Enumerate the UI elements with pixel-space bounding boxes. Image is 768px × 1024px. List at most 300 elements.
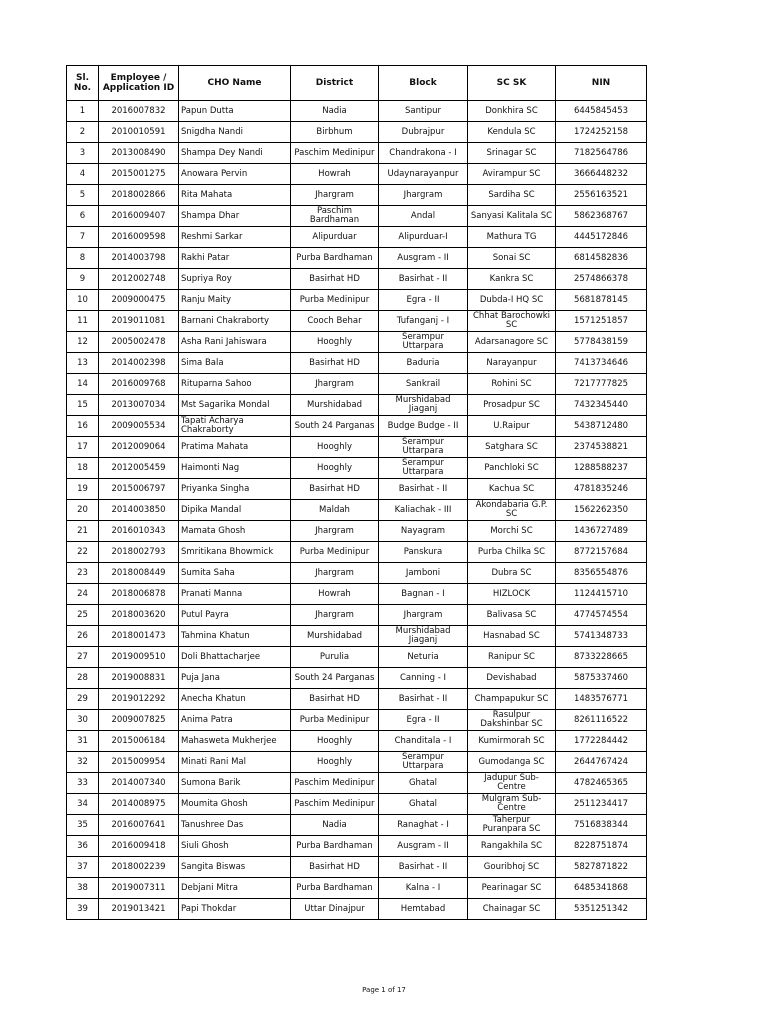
- nin-cell: 5827871822: [556, 857, 647, 878]
- district-cell: Jhargram: [291, 563, 379, 584]
- employee-id-cell: 2018002239: [99, 857, 179, 878]
- cho-name-cell: Papi Thokdar: [179, 899, 291, 920]
- cho-name-cell: Shampa Dey Nandi: [179, 143, 291, 164]
- table-row: [67, 878, 647, 899]
- cho-name-cell: Tapati Acharya Chakraborty: [179, 416, 291, 437]
- nin-cell: 7182564786: [556, 143, 647, 164]
- block-cell: Hemtabad: [379, 899, 468, 920]
- table-row: [67, 248, 647, 269]
- district-cell: South 24 Parganas: [291, 668, 379, 689]
- block-cell: Jhargram: [379, 185, 468, 206]
- sc-sk-cell: Kachua SC: [468, 479, 556, 500]
- district-cell: Howrah: [291, 584, 379, 605]
- sc-sk-cell: Adarsanagore SC: [468, 332, 556, 353]
- employee-id-cell: 2015009954: [99, 752, 179, 773]
- cho-name-cell: Pratima Mahata: [179, 437, 291, 458]
- cho-name-cell: Anima Patra: [179, 710, 291, 731]
- block-cell: Basirhat - II: [379, 689, 468, 710]
- employee-id-cell: 2019012292: [99, 689, 179, 710]
- cho-name-cell: Ranju Maity: [179, 290, 291, 311]
- sl-no-cell: 24: [67, 584, 99, 605]
- col-header-employee-id: Employee / Application ID: [99, 66, 179, 101]
- district-cell: Hooghly: [291, 437, 379, 458]
- cho-name-cell: Anowara Pervin: [179, 164, 291, 185]
- sc-sk-cell: Balivasa SC: [468, 605, 556, 626]
- sl-no-cell: 39: [67, 899, 99, 920]
- district-cell: Basirhat HD: [291, 689, 379, 710]
- cho-name-cell: Rituparna Sahoo: [179, 374, 291, 395]
- employee-id-cell: 2018002866: [99, 185, 179, 206]
- block-cell: Egra - II: [379, 290, 468, 311]
- cho-name-cell: Haimonti Nag: [179, 458, 291, 479]
- district-cell: Basirhat HD: [291, 269, 379, 290]
- district-cell: Murshidabad: [291, 626, 379, 647]
- nin-cell: 1436727489: [556, 521, 647, 542]
- sl-no-cell: 5: [67, 185, 99, 206]
- district-cell: Hooghly: [291, 458, 379, 479]
- sl-no-cell: 4: [67, 164, 99, 185]
- employee-id-cell: 2013008490: [99, 143, 179, 164]
- sl-no-cell: 38: [67, 878, 99, 899]
- cho-table: [66, 65, 647, 920]
- block-cell: Murshidabad Jiaganj: [379, 395, 468, 416]
- district-cell: Birbhum: [291, 122, 379, 143]
- table-row: [67, 815, 647, 836]
- sc-sk-cell: Mulgram Sub-Centre: [468, 794, 556, 815]
- nin-cell: 5438712480: [556, 416, 647, 437]
- employee-id-cell: 2016009418: [99, 836, 179, 857]
- nin-cell: 4774574554: [556, 605, 647, 626]
- cho-name-cell: Reshmi Sarkar: [179, 227, 291, 248]
- sl-no-cell: 16: [67, 416, 99, 437]
- sl-no-cell: 8: [67, 248, 99, 269]
- employee-id-cell: 2015006797: [99, 479, 179, 500]
- nin-cell: 6485341868: [556, 878, 647, 899]
- sl-no-cell: 33: [67, 773, 99, 794]
- sc-sk-cell: Sonai SC: [468, 248, 556, 269]
- sc-sk-cell: Narayanpur: [468, 353, 556, 374]
- table-row: [67, 731, 647, 752]
- sl-no-cell: 34: [67, 794, 99, 815]
- employee-id-cell: 2016009598: [99, 227, 179, 248]
- employee-id-cell: 2016007641: [99, 815, 179, 836]
- block-cell: Ranaghat - I: [379, 815, 468, 836]
- block-cell: Jhargram: [379, 605, 468, 626]
- sc-sk-cell: Kankra SC: [468, 269, 556, 290]
- nin-cell: 7217777825: [556, 374, 647, 395]
- employee-id-cell: 2014003850: [99, 500, 179, 521]
- block-cell: Serampur Uttarpara: [379, 458, 468, 479]
- table-row: [67, 458, 647, 479]
- nin-cell: 4781835246: [556, 479, 647, 500]
- sc-sk-cell: Sanyasi Kalitala SC: [468, 206, 556, 227]
- sc-sk-cell: Rohini SC: [468, 374, 556, 395]
- block-cell: Tufanganj - I: [379, 311, 468, 332]
- block-cell: Nayagram: [379, 521, 468, 542]
- sl-no-cell: 22: [67, 542, 99, 563]
- nin-cell: 6814582836: [556, 248, 647, 269]
- sl-no-cell: 23: [67, 563, 99, 584]
- sl-no-cell: 15: [67, 395, 99, 416]
- cho-name-cell: Mahasweta Mukherjee: [179, 731, 291, 752]
- sl-no-cell: 28: [67, 668, 99, 689]
- sl-no-cell: 14: [67, 374, 99, 395]
- table-row: [67, 752, 647, 773]
- cho-name-cell: Smritikana Bhowmick: [179, 542, 291, 563]
- cho-name-cell: Siuli Ghosh: [179, 836, 291, 857]
- block-cell: Ausgram - II: [379, 836, 468, 857]
- employee-id-cell: 2019011081: [99, 311, 179, 332]
- cho-name-cell: Asha Rani Jahiswara: [179, 332, 291, 353]
- sc-sk-cell: Dubda-I HQ SC: [468, 290, 556, 311]
- sc-sk-cell: Dubra SC: [468, 563, 556, 584]
- nin-cell: 1124415710: [556, 584, 647, 605]
- sl-no-cell: 21: [67, 521, 99, 542]
- sc-sk-cell: Champapukur SC: [468, 689, 556, 710]
- block-cell: Basirhat - II: [379, 269, 468, 290]
- nin-cell: 5875337460: [556, 668, 647, 689]
- nin-cell: 2644767424: [556, 752, 647, 773]
- block-cell: Alipurduar-I: [379, 227, 468, 248]
- cho-name-cell: Snigdha Nandi: [179, 122, 291, 143]
- table-row: [67, 206, 647, 227]
- table-row: [67, 836, 647, 857]
- table-row: [67, 668, 647, 689]
- block-cell: Kaliachak - III: [379, 500, 468, 521]
- block-cell: Basirhat - II: [379, 479, 468, 500]
- district-cell: Basirhat HD: [291, 479, 379, 500]
- cho-name-cell: Minati Rani Mal: [179, 752, 291, 773]
- nin-cell: 8261116522: [556, 710, 647, 731]
- employee-id-cell: 2014007340: [99, 773, 179, 794]
- sc-sk-cell: Chhat Barochowki SC: [468, 311, 556, 332]
- cho-name-cell: Putul Payra: [179, 605, 291, 626]
- district-cell: Purba Medinipur: [291, 710, 379, 731]
- employee-id-cell: 2005002478: [99, 332, 179, 353]
- block-cell: Chanditala - I: [379, 731, 468, 752]
- block-cell: Budge Budge - II: [379, 416, 468, 437]
- district-cell: South 24 Parganas: [291, 416, 379, 437]
- cho-name-cell: Doli Bhattacharjee: [179, 647, 291, 668]
- sl-no-cell: 13: [67, 353, 99, 374]
- employee-id-cell: 2019008831: [99, 668, 179, 689]
- employee-id-cell: 2018001473: [99, 626, 179, 647]
- cho-name-cell: Shampa Dhar: [179, 206, 291, 227]
- sl-no-cell: 35: [67, 815, 99, 836]
- nin-cell: 1483576771: [556, 689, 647, 710]
- sc-sk-cell: Purba Chilka SC: [468, 542, 556, 563]
- sc-sk-cell: Avirampur SC: [468, 164, 556, 185]
- block-cell: Bagnan - I: [379, 584, 468, 605]
- nin-cell: 5862368767: [556, 206, 647, 227]
- sc-sk-cell: Panchloki SC: [468, 458, 556, 479]
- sl-no-cell: 36: [67, 836, 99, 857]
- sl-no-cell: 11: [67, 311, 99, 332]
- sc-sk-cell: Prosadpur SC: [468, 395, 556, 416]
- col-header-sl-no: Sl. No.: [67, 66, 99, 101]
- table-row: [67, 794, 647, 815]
- district-cell: Jhargram: [291, 605, 379, 626]
- district-cell: Paschim Medinipur: [291, 773, 379, 794]
- employee-id-cell: 2014003798: [99, 248, 179, 269]
- block-cell: Sankrail: [379, 374, 468, 395]
- nin-cell: 1288588237: [556, 458, 647, 479]
- table-row: [67, 626, 647, 647]
- sl-no-cell: 3: [67, 143, 99, 164]
- employee-id-cell: 2016009768: [99, 374, 179, 395]
- employee-id-cell: 2012009064: [99, 437, 179, 458]
- block-cell: Chandrakona - I: [379, 143, 468, 164]
- district-cell: Purba Medinipur: [291, 290, 379, 311]
- nin-cell: 5778438159: [556, 332, 647, 353]
- district-cell: Purba Medinipur: [291, 542, 379, 563]
- block-cell: Ghatal: [379, 773, 468, 794]
- table-row: [67, 164, 647, 185]
- table-row: [67, 353, 647, 374]
- sc-sk-cell: HIZLOCK: [468, 584, 556, 605]
- sc-sk-cell: U.Raipur: [468, 416, 556, 437]
- table-row: [67, 311, 647, 332]
- district-cell: Hooghly: [291, 731, 379, 752]
- district-cell: Basirhat HD: [291, 857, 379, 878]
- block-cell: Jamboni: [379, 563, 468, 584]
- sl-no-cell: 25: [67, 605, 99, 626]
- col-header-block: Block: [379, 66, 468, 101]
- cho-name-cell: Sangita Biswas: [179, 857, 291, 878]
- district-cell: Hooghly: [291, 752, 379, 773]
- employee-id-cell: 2016010343: [99, 521, 179, 542]
- col-header-sc-sk: SC SK: [468, 66, 556, 101]
- nin-cell: 7432345440: [556, 395, 647, 416]
- sc-sk-cell: Gumodanga SC: [468, 752, 556, 773]
- sc-sk-cell: Sardiha SC: [468, 185, 556, 206]
- sc-sk-cell: Taherpur Puranpara SC: [468, 815, 556, 836]
- cho-name-cell: Moumita Ghosh: [179, 794, 291, 815]
- employee-id-cell: 2014008975: [99, 794, 179, 815]
- sc-sk-cell: Akondabaria G.P. SC: [468, 500, 556, 521]
- sl-no-cell: 7: [67, 227, 99, 248]
- district-cell: Purba Bardhaman: [291, 248, 379, 269]
- district-cell: Jhargram: [291, 521, 379, 542]
- district-cell: Hooghly: [291, 332, 379, 353]
- employee-id-cell: 2018002793: [99, 542, 179, 563]
- nin-cell: 8356554876: [556, 563, 647, 584]
- table-row: [67, 395, 647, 416]
- sl-no-cell: 29: [67, 689, 99, 710]
- district-cell: Basirhat HD: [291, 353, 379, 374]
- cho-name-cell: Sumona Barik: [179, 773, 291, 794]
- nin-cell: 5681878145: [556, 290, 647, 311]
- table-row: [67, 479, 647, 500]
- cho-name-cell: Mamata Ghosh: [179, 521, 291, 542]
- cho-name-cell: Puja Jana: [179, 668, 291, 689]
- sc-sk-cell: Hasnabad SC: [468, 626, 556, 647]
- block-cell: Serampur Uttarpara: [379, 437, 468, 458]
- block-cell: Neturia: [379, 647, 468, 668]
- table-row: [67, 563, 647, 584]
- nin-cell: 3666448232: [556, 164, 647, 185]
- table-row: [67, 185, 647, 206]
- cho-name-cell: Debjani Mitra: [179, 878, 291, 899]
- cho-name-cell: Sima Bala: [179, 353, 291, 374]
- employee-id-cell: 2012005459: [99, 458, 179, 479]
- sc-sk-cell: Pearinagar SC: [468, 878, 556, 899]
- sl-no-cell: 9: [67, 269, 99, 290]
- employee-id-cell: 2010010591: [99, 122, 179, 143]
- table-row: [67, 542, 647, 563]
- district-cell: Purba Bardhaman: [291, 836, 379, 857]
- nin-cell: 2511234417: [556, 794, 647, 815]
- employee-id-cell: 2016009407: [99, 206, 179, 227]
- cho-name-cell: Papun Dutta: [179, 101, 291, 122]
- district-cell: Murshidabad: [291, 395, 379, 416]
- nin-cell: 2374538821: [556, 437, 647, 458]
- district-cell: Nadia: [291, 815, 379, 836]
- sl-no-cell: 32: [67, 752, 99, 773]
- sc-sk-cell: Donkhira SC: [468, 101, 556, 122]
- table-row: [67, 290, 647, 311]
- nin-cell: 1571251857: [556, 311, 647, 332]
- table-row: [67, 857, 647, 878]
- sl-no-cell: 2: [67, 122, 99, 143]
- col-header-nin: NIN: [556, 66, 647, 101]
- table-row: [67, 521, 647, 542]
- sc-sk-cell: Devishabad: [468, 668, 556, 689]
- block-cell: Serampur Uttarpara: [379, 752, 468, 773]
- sl-no-cell: 37: [67, 857, 99, 878]
- cho-name-cell: Priyanka Singha: [179, 479, 291, 500]
- block-cell: Murshidabad Jiaganj: [379, 626, 468, 647]
- table-row: [67, 143, 647, 164]
- cho-name-cell: Pranati Manna: [179, 584, 291, 605]
- sl-no-cell: 12: [67, 332, 99, 353]
- table-row: [67, 710, 647, 731]
- nin-cell: 7413734646: [556, 353, 647, 374]
- district-cell: Cooch Behar: [291, 311, 379, 332]
- employee-id-cell: 2009007825: [99, 710, 179, 731]
- cho-name-cell: Rita Mahata: [179, 185, 291, 206]
- nin-cell: 6445845453: [556, 101, 647, 122]
- cho-name-cell: Anecha Khatun: [179, 689, 291, 710]
- block-cell: Egra - II: [379, 710, 468, 731]
- block-cell: Udaynarayanpur: [379, 164, 468, 185]
- table-row: [67, 647, 647, 668]
- table-row: [67, 689, 647, 710]
- sl-no-cell: 20: [67, 500, 99, 521]
- header-row: [67, 66, 647, 101]
- table-row: [67, 332, 647, 353]
- sc-sk-cell: Chainagar SC: [468, 899, 556, 920]
- district-cell: Paschim Medinipur: [291, 143, 379, 164]
- table-row: [67, 437, 647, 458]
- sl-no-cell: 27: [67, 647, 99, 668]
- sl-no-cell: 1: [67, 101, 99, 122]
- block-cell: Basirhat - II: [379, 857, 468, 878]
- employee-id-cell: 2009000475: [99, 290, 179, 311]
- employee-id-cell: 2019009510: [99, 647, 179, 668]
- cho-name-cell: Tanushree Das: [179, 815, 291, 836]
- table-row: [67, 416, 647, 437]
- sc-sk-cell: Kendula SC: [468, 122, 556, 143]
- cho-name-cell: Rakhi Patar: [179, 248, 291, 269]
- nin-cell: 8228751874: [556, 836, 647, 857]
- cho-name-cell: Mst Sagarika Mondal: [179, 395, 291, 416]
- employee-id-cell: 2019007311: [99, 878, 179, 899]
- employee-id-cell: 2009005534: [99, 416, 179, 437]
- nin-cell: 5351251342: [556, 899, 647, 920]
- district-cell: Purulia: [291, 647, 379, 668]
- district-cell: Paschim Medinipur: [291, 794, 379, 815]
- employee-id-cell: 2015001275: [99, 164, 179, 185]
- nin-cell: 8733228665: [556, 647, 647, 668]
- district-cell: Howrah: [291, 164, 379, 185]
- employee-id-cell: 2018008449: [99, 563, 179, 584]
- cho-name-cell: Barnani Chakraborty: [179, 311, 291, 332]
- sc-sk-cell: Kumirmorah SC: [468, 731, 556, 752]
- col-header-district: District: [291, 66, 379, 101]
- district-cell: Uttar Dinajpur: [291, 899, 379, 920]
- table-row: [67, 584, 647, 605]
- sc-sk-cell: Ranipur SC: [468, 647, 556, 668]
- table-row: [67, 101, 647, 122]
- sc-sk-cell: Jadupur Sub-Centre: [468, 773, 556, 794]
- sl-no-cell: 19: [67, 479, 99, 500]
- nin-cell: 2574866378: [556, 269, 647, 290]
- employee-id-cell: 2015006184: [99, 731, 179, 752]
- nin-cell: 8772157684: [556, 542, 647, 563]
- cho-name-cell: Dipika Mandal: [179, 500, 291, 521]
- sc-sk-cell: Rangakhila SC: [468, 836, 556, 857]
- table-row: [67, 605, 647, 626]
- block-cell: Canning - I: [379, 668, 468, 689]
- sc-sk-cell: Satghara SC: [468, 437, 556, 458]
- sl-no-cell: 10: [67, 290, 99, 311]
- nin-cell: 4782465365: [556, 773, 647, 794]
- employee-id-cell: 2013007034: [99, 395, 179, 416]
- sl-no-cell: 17: [67, 437, 99, 458]
- sc-sk-cell: Srinagar SC: [468, 143, 556, 164]
- table-row: [67, 899, 647, 920]
- table-row: [67, 227, 647, 248]
- employee-id-cell: 2018003620: [99, 605, 179, 626]
- district-cell: Jhargram: [291, 374, 379, 395]
- block-cell: Serampur Uttarpara: [379, 332, 468, 353]
- sl-no-cell: 18: [67, 458, 99, 479]
- cho-name-cell: Supriya Roy: [179, 269, 291, 290]
- sl-no-cell: 31: [67, 731, 99, 752]
- employee-id-cell: 2018006878: [99, 584, 179, 605]
- sl-no-cell: 26: [67, 626, 99, 647]
- district-cell: Nadia: [291, 101, 379, 122]
- block-cell: Baduria: [379, 353, 468, 374]
- nin-cell: 5741348733: [556, 626, 647, 647]
- district-cell: Jhargram: [291, 185, 379, 206]
- nin-cell: 4445172846: [556, 227, 647, 248]
- block-cell: Santipur: [379, 101, 468, 122]
- block-cell: Kalna - I: [379, 878, 468, 899]
- block-cell: Ausgram - II: [379, 248, 468, 269]
- sc-sk-cell: Mathura TG: [468, 227, 556, 248]
- nin-cell: 1562262350: [556, 500, 647, 521]
- district-cell: Alipurduar: [291, 227, 379, 248]
- sc-sk-cell: Rasulpur Dakshinbar SC: [468, 710, 556, 731]
- employee-id-cell: 2019013421: [99, 899, 179, 920]
- sl-no-cell: 30: [67, 710, 99, 731]
- nin-cell: 2556163521: [556, 185, 647, 206]
- employee-id-cell: 2016007832: [99, 101, 179, 122]
- table-row: [67, 122, 647, 143]
- employee-id-cell: 2014002398: [99, 353, 179, 374]
